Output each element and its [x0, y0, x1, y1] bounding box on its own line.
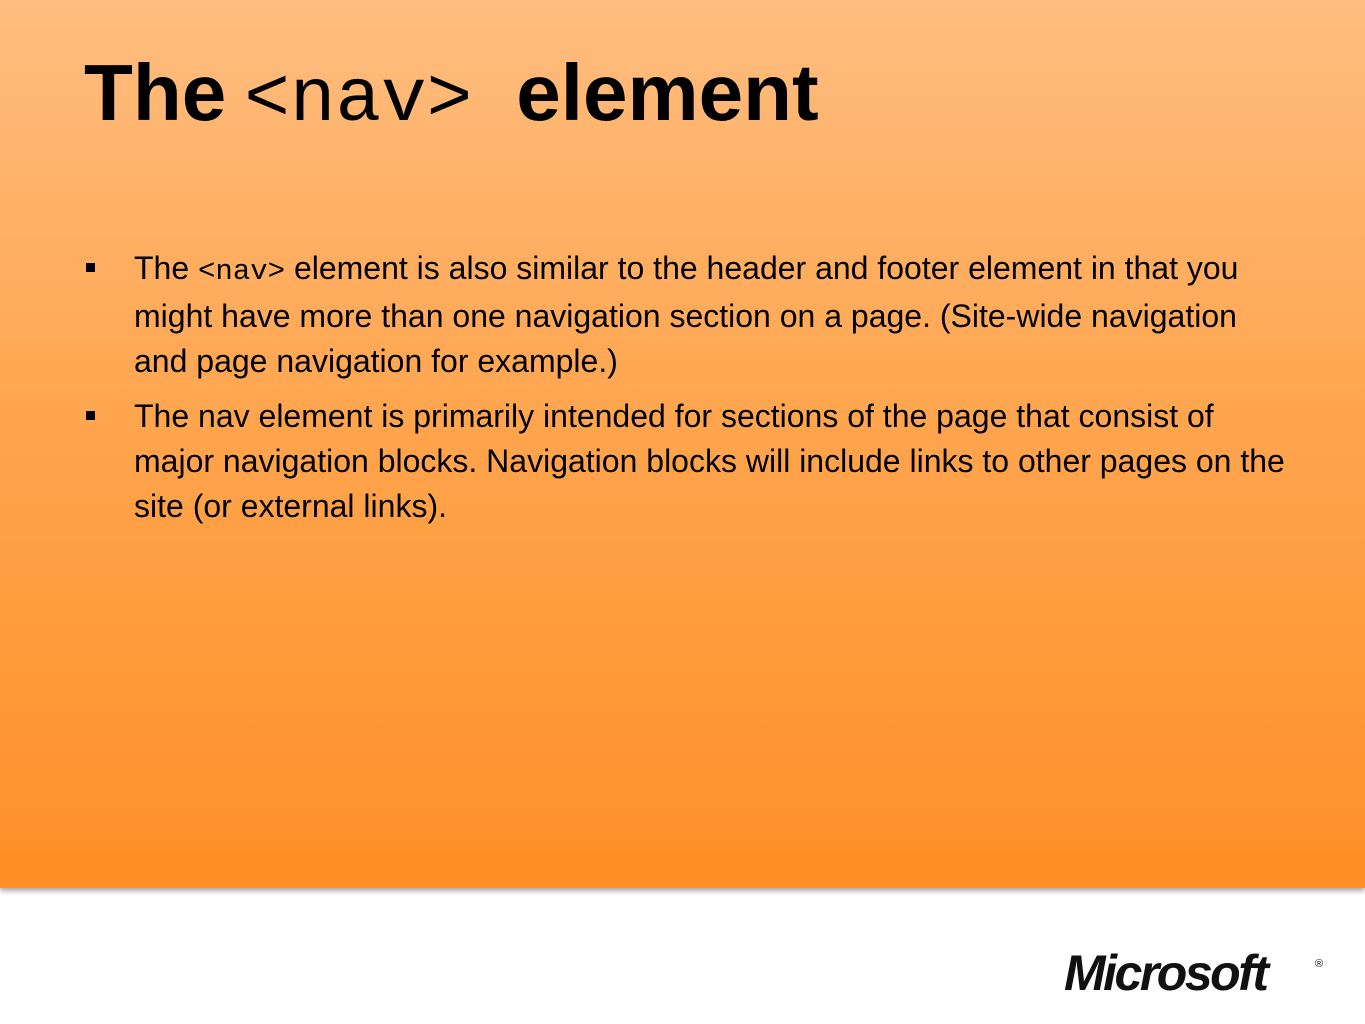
title-after: element: [516, 48, 819, 137]
registered-mark: ®: [1315, 958, 1324, 970]
logo-wordmark: Microsoft: [1064, 950, 1267, 994]
bullet-1-text: element is also similar to the header and footer element in that you might have more than one navigation section on a page. (Site-wide navigation and page navigation for example.): [134, 250, 1239, 379]
title-code: <nav>: [244, 57, 473, 143]
bullet-2-text: The nav element is primarily intended for sections of the page that consist of major navigation blocks. Navigation blocks will include links to other pages on the site (or external links).: [134, 398, 1285, 524]
bullet-1-code: <nav>: [198, 255, 286, 288]
bullet-item: [84, 394, 1294, 529]
bullet-list: [84, 246, 1294, 539]
title-before: The: [84, 48, 227, 137]
bullet-1-before: The: [134, 250, 190, 286]
square-bullet-icon: [86, 411, 95, 420]
slide-title: [84, 48, 819, 145]
microsoft-logo: [1064, 950, 1326, 994]
square-bullet-icon: [86, 263, 95, 272]
bullet-item: [84, 246, 1294, 384]
